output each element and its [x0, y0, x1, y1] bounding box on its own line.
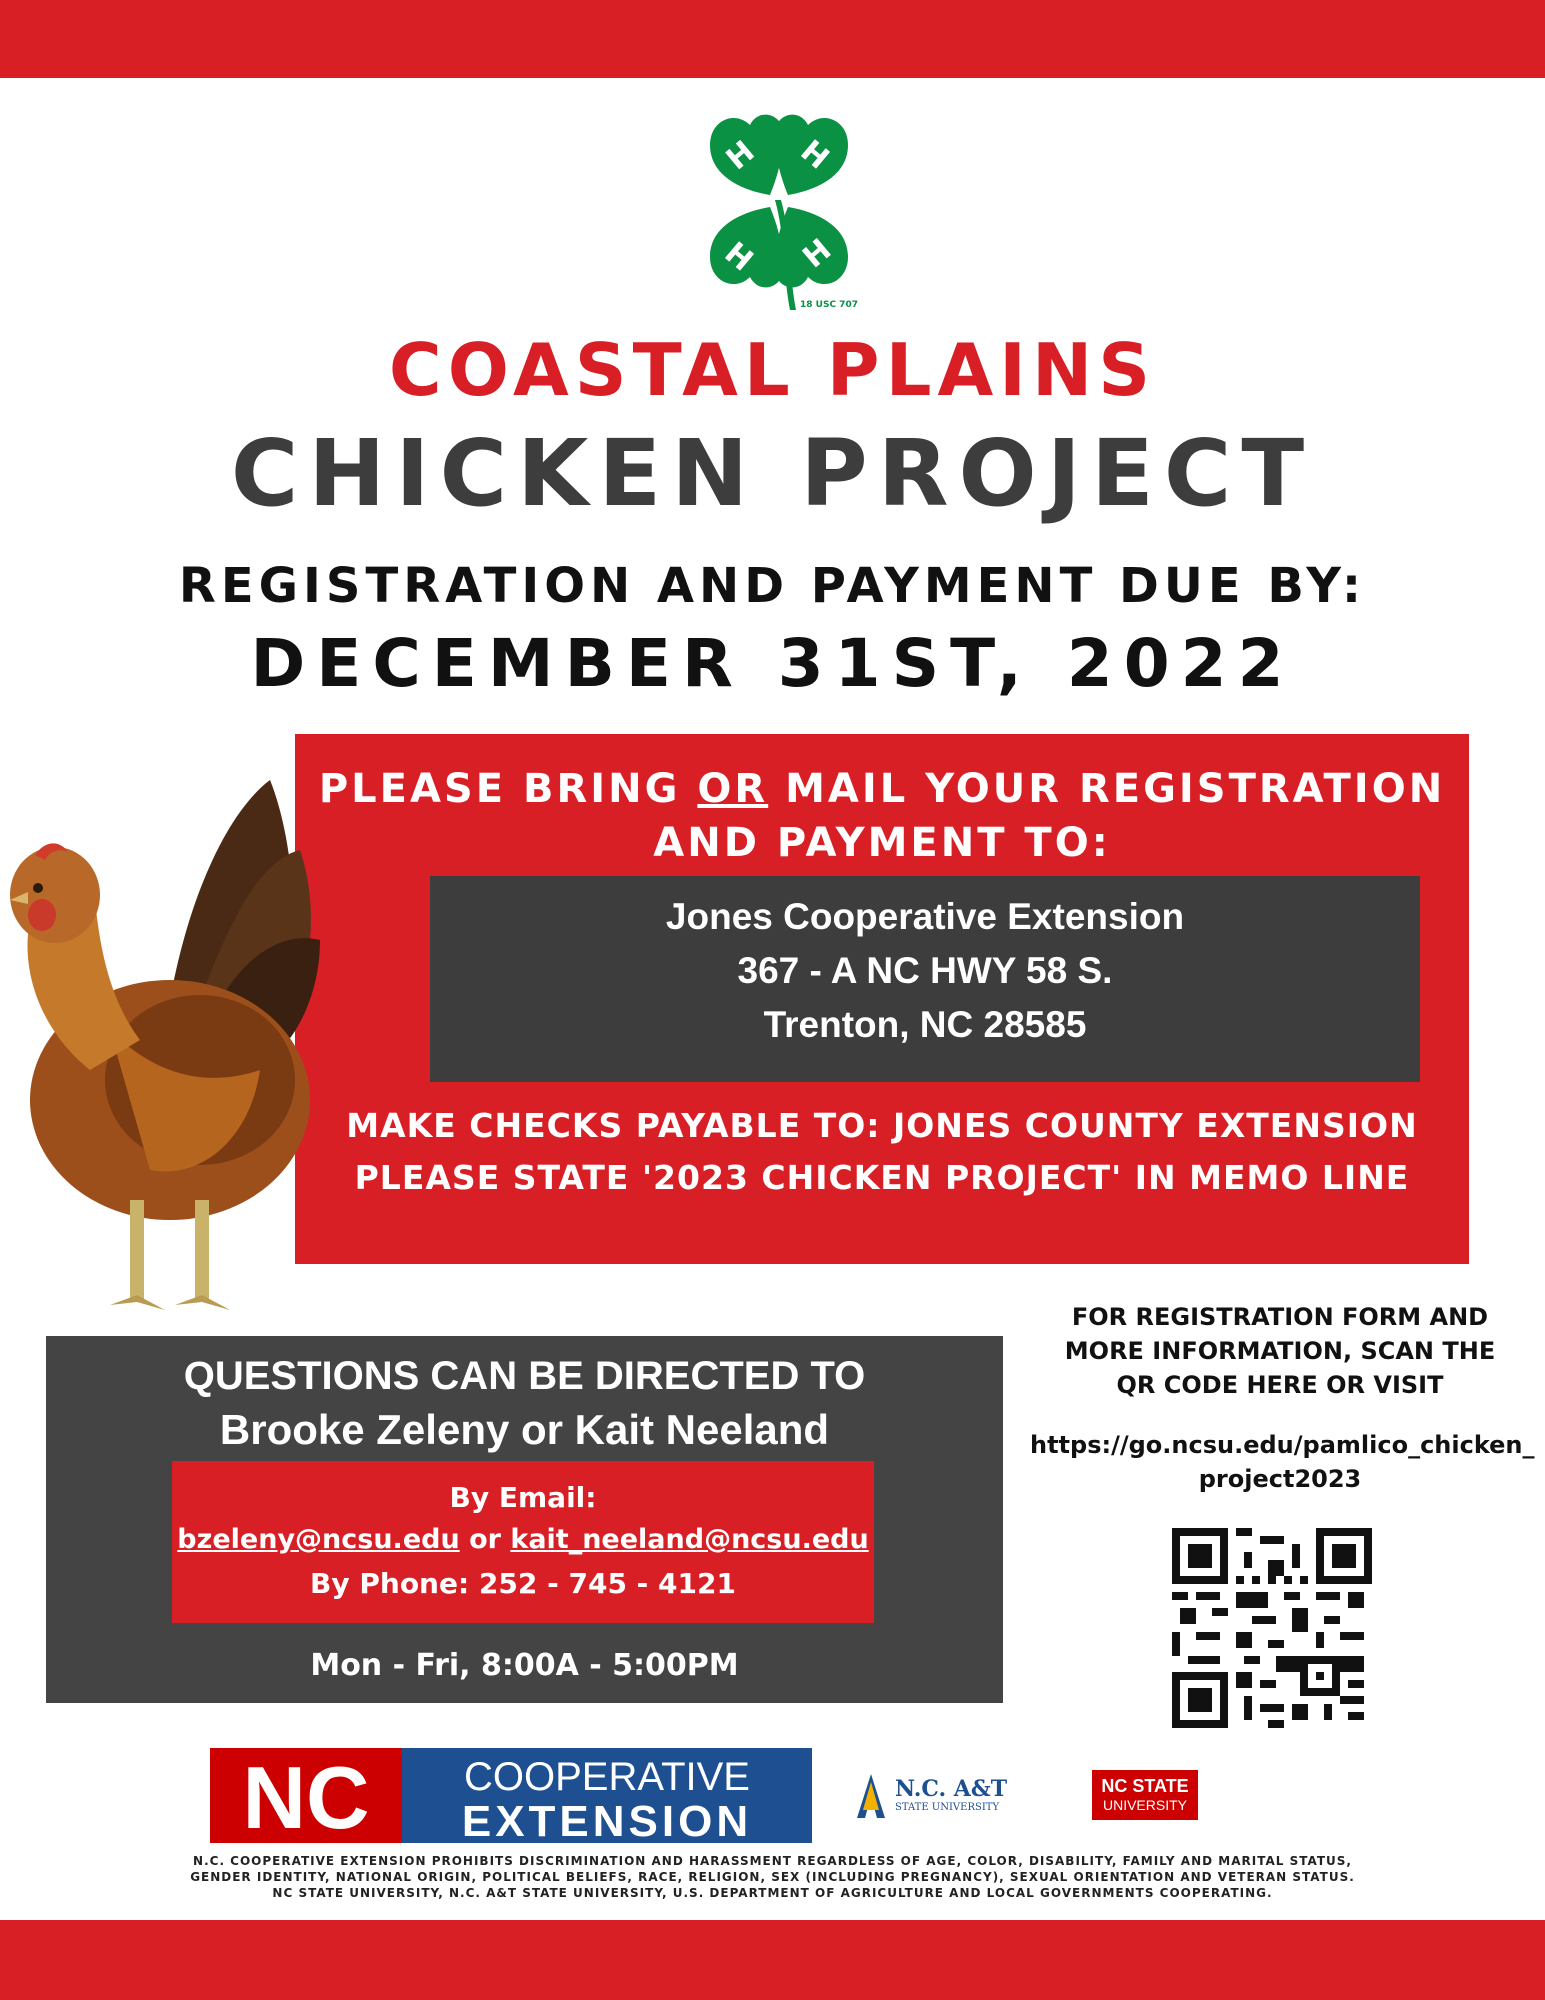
clover-letter: H [796, 232, 839, 276]
office-hours: Mon - Fri, 8:00A - 5:00PM [310, 1648, 739, 1683]
registration-url[interactable] [1030, 1428, 1535, 1496]
disclaimer-line: NC STATE UNIVERSITY, N.C. A&T STATE UNIVERSITY, U.S. DEPARTMENT OF AGRICULTURE AND LOCAL GOVERNMENTS COOPERATING. [272, 1886, 1273, 1900]
nc-at-logo [855, 1770, 1015, 1822]
extension-text: EXTENSION [461, 1797, 753, 1843]
due-date: DECEMBER 31ST, 2022 [250, 625, 1295, 702]
email-link-kait-neeland[interactable]: kait_neeland@ncsu.edu [510, 1524, 869, 1555]
email-line [172, 1524, 874, 1555]
email-label: By Email: [449, 1481, 597, 1514]
clover-letter: H [793, 133, 836, 177]
cooperative-text: COOPERATIVE [464, 1755, 750, 1799]
info-line: FOR REGISTRATION FORM AND [1071, 1303, 1489, 1331]
url-line: project2023 [1198, 1465, 1362, 1493]
disclaimer-line: N.C. COOPERATIVE EXTENSION PROHIBITS DISCRIMINATION AND HARASSMENT REGARDLESS OF AGE, COLOR, DISABILITY, FAMILY AND MARITAL STATUS, [193, 1854, 1352, 1868]
nc-cooperative-extension-logo [210, 1748, 812, 1843]
due-label: REGISTRATION AND PAYMENT DUE BY: [178, 558, 1367, 614]
memo-line-text: PLEASE STATE '2023 CHICKEN PROJECT' IN MEMO LINE [354, 1158, 1410, 1197]
nc-state-logo [1092, 1770, 1198, 1820]
nc-state-university: UNIVERSITY [1102, 1797, 1187, 1813]
nc-at-mark-icon [855, 1772, 887, 1820]
info-line: MORE INFORMATION, SCAN THE [1064, 1337, 1496, 1365]
contact-names: Brooke Zeleny or Kait Neeland [219, 1406, 830, 1453]
address-box [430, 876, 1420, 1082]
clover-letter: H [719, 134, 762, 178]
mail-heading [295, 762, 1469, 870]
chicken-image [0, 770, 360, 1330]
phone-text: By Phone: 252 - 745 - 4121 [310, 1567, 736, 1600]
contact-box [172, 1461, 874, 1623]
email-separator: or [459, 1524, 511, 1555]
mail-heading-part: PLEASE BRING [318, 766, 698, 812]
clover-letter: H [717, 235, 760, 279]
questions-heading: QUESTIONS CAN BE DIRECTED TO [183, 1354, 866, 1398]
checks-payable-text: MAKE CHECKS PAYABLE TO: JONES COUNTY EXTENSION [346, 1106, 1418, 1145]
four-h-clover-logo [665, 95, 885, 315]
email-link-bzeleny[interactable]: bzeleny@ncsu.edu [177, 1524, 460, 1555]
info-line: QR CODE HERE OR VISIT [1116, 1371, 1444, 1399]
questions-box [46, 1336, 1003, 1703]
qr-code[interactable] [1172, 1528, 1372, 1728]
nc-letters: NC [242, 1748, 370, 1843]
nc-at-subtitle: STATE UNIVERSITY [895, 1802, 1000, 1813]
top-red-bar [0, 0, 1545, 78]
nc-at-name: N.C. A&T [895, 1776, 1008, 1802]
trademark-text: 18 USC 707 [800, 300, 858, 310]
title-chicken-project: CHICKEN PROJECT [230, 420, 1315, 527]
address-line: Jones Cooperative Extension [665, 896, 1185, 937]
mail-instructions-box [295, 734, 1469, 1264]
registration-info [1030, 1300, 1530, 1402]
mail-heading-part: MAIL YOUR REGISTRATION [768, 766, 1446, 812]
address-line: Trenton, NC 28585 [763, 1004, 1087, 1045]
nc-state-name: NC STATE [1101, 1776, 1189, 1796]
disclaimer-line: GENDER IDENTITY, NATIONAL ORIGIN, POLITICAL BELIEFS, RACE, RELIGION, SEX (INCLUDING PREGNANCY), SEXUAL ORIENTATION AND VETERAN STATUS. [190, 1870, 1355, 1884]
mail-heading-or: OR [697, 766, 769, 812]
nondiscrimination-disclaimer [100, 1853, 1445, 1901]
address-line: 367 - A NC HWY 58 S. [737, 950, 1113, 991]
title-coastal-plains: COASTAL PLAINS [388, 328, 1157, 412]
url-line: https://go.ncsu.edu/pamlico_chicken_ [1030, 1431, 1535, 1459]
mail-heading-line2: AND PAYMENT TO: [653, 820, 1111, 866]
bottom-red-bar [0, 1920, 1545, 2000]
